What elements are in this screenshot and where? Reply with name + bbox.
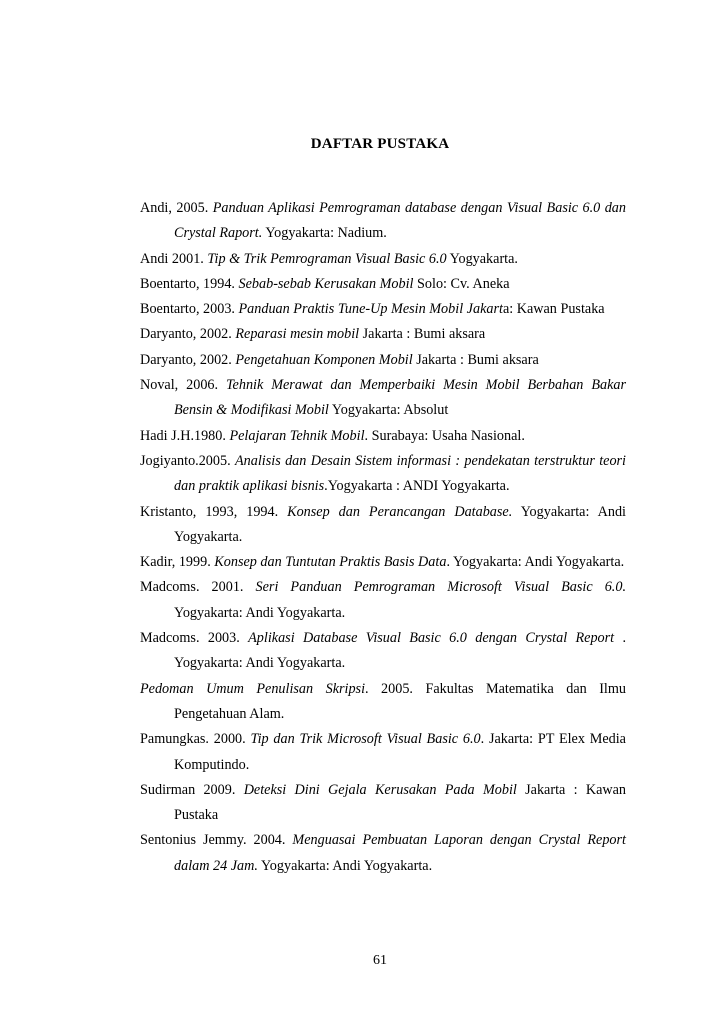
reference-entry xyxy=(140,272,626,297)
reference-entry xyxy=(140,677,626,728)
reference-entry xyxy=(140,778,626,829)
page-number: 61 xyxy=(373,953,387,968)
reference-title: Panduan Praktis Tune-Up Mesin Mobil Jakart xyxy=(238,301,503,318)
reference-publisher: Jakarta : Bumi aksara xyxy=(412,351,539,368)
reference-title: Konsep dan Perancangan Database. xyxy=(287,503,513,520)
reference-publisher: Yogyakarta: Andi Yogyakarta. xyxy=(174,604,346,621)
reference-publisher: Yogyakarta. xyxy=(446,250,518,267)
reference-entry xyxy=(140,727,626,778)
reference-author-year: Boentarto, 1994. xyxy=(140,275,239,292)
reference-list xyxy=(140,196,626,879)
reference-publisher: Yogyakarta: Andi Yogyakarta. xyxy=(174,503,626,545)
reference-publisher: . Surabaya: Usaha Nasional. xyxy=(364,427,525,444)
reference-author-year: Andi, 2005. xyxy=(140,200,213,216)
reference-author-year: Jogiyanto.2005. xyxy=(140,452,235,469)
reference-author-year: Daryanto, 2002. xyxy=(140,351,236,368)
reference-title: Sebab-sebab Kerusakan Mobil xyxy=(238,275,414,292)
reference-publisher: a: Kawan Pustaka xyxy=(502,301,605,318)
reference-title: Menguasai Pembuatan Laporan dengan Crystal Report dalam 24 Jam. xyxy=(174,832,626,874)
reference-entry xyxy=(140,626,626,677)
reference-entry xyxy=(140,247,626,272)
reference-publisher: Jakarta : Kawan Pustaka xyxy=(174,781,627,824)
reference-title: Pengetahuan Komponen Mobil xyxy=(235,351,413,368)
reference-author-year: Madcoms. 2003. xyxy=(140,630,249,647)
reference-title: Tehnik Merawat dan Memperbaiki Mesin Mobil Berbahan Bakar Bensin & Modifikasi Mobil xyxy=(174,377,626,419)
reference-publisher: Yogyakarta: Nadium. xyxy=(262,225,387,242)
reference-publisher: Jakarta : Bumi aksara xyxy=(359,326,486,343)
reference-entry xyxy=(140,424,626,449)
reference-author-year: Madcoms. 2001. xyxy=(140,579,256,596)
reference-title: Tip dan Trik Microsoft Visual Basic 6.0 xyxy=(250,731,481,748)
reference-title: Tip & Trik Pemrograman Visual Basic 6.0 xyxy=(207,250,447,267)
reference-entry xyxy=(140,348,626,373)
reference-entry xyxy=(140,373,626,424)
reference-entry xyxy=(140,297,626,322)
reference-author-year: Sentonius Jemmy. 2004. xyxy=(140,832,293,849)
reference-entry xyxy=(140,196,626,247)
reference-entry xyxy=(140,322,626,347)
reference-publisher: . Yogyakarta: Andi Yogyakarta. xyxy=(446,554,625,571)
reference-author-year: Andi 2001. xyxy=(140,250,208,267)
reference-title: Seri Panduan Pemrograman Microsoft Visual Basic 6.0. xyxy=(255,579,626,596)
reference-author-year: Pamungkas. 2000. xyxy=(140,731,251,748)
reference-author-year: Noval, 2006. xyxy=(140,377,226,394)
reference-entry xyxy=(140,575,626,626)
reference-entry xyxy=(140,449,626,500)
reference-author-year: Boentarto, 2003. xyxy=(140,301,239,318)
reference-title: Aplikasi Database Visual Basic 6.0 dengan Crystal Report xyxy=(248,630,615,647)
reference-title: Pelajaran Tehnik Mobil xyxy=(229,427,365,444)
reference-publisher: . Yogyakarta: Andi Yogyakarta. xyxy=(174,630,627,672)
reference-author-year: Daryanto, 2002. xyxy=(140,326,236,343)
reference-entry xyxy=(140,550,626,575)
reference-entry xyxy=(140,500,626,551)
reference-author-year: Kadir, 1999. xyxy=(140,554,215,571)
reference-title: Analisis dan Desain Sistem informasi : pendekatan terstruktur teori dan praktik aplikasi bisnis xyxy=(174,452,627,495)
reference-author-year: Hadi J.H.1980. xyxy=(140,427,230,444)
reference-publisher: Yogyakarta: Andi Yogyakarta. xyxy=(257,857,433,874)
reference-publisher: Yogyakarta: Absolut xyxy=(328,402,449,419)
reference-publisher: Solo: Cv. Aneka xyxy=(413,275,510,292)
reference-entry xyxy=(140,828,626,879)
reference-title: Reparasi mesin mobil xyxy=(235,326,360,343)
reference-author-year: Kristanto, 1993, 1994. xyxy=(140,503,288,520)
reference-publisher: . 2005. Fakultas Matematika dan Ilmu Pengetahuan Alam. xyxy=(174,680,626,722)
reference-publisher: . Jakarta: PT Elex Media Komputindo. xyxy=(174,731,626,773)
reference-title: Deteksi Dini Gejala Kerusakan Pada Mobil xyxy=(243,781,517,798)
reference-publisher: .Yogyakarta : ANDI Yogyakarta. xyxy=(324,478,510,495)
reference-title: Panduan Aplikasi Pemrograman database dengan Visual Basic 6.0 dan Crystal Raport. xyxy=(174,200,626,242)
page-title: DAFTAR PUSTAKA xyxy=(310,136,450,152)
reference-title: Pedoman Umum Penulisan Skripsi xyxy=(140,680,366,697)
reference-author-year: Sudirman 2009. xyxy=(140,781,244,798)
reference-title: Konsep dan Tuntutan Praktis Basis Data xyxy=(214,554,447,571)
